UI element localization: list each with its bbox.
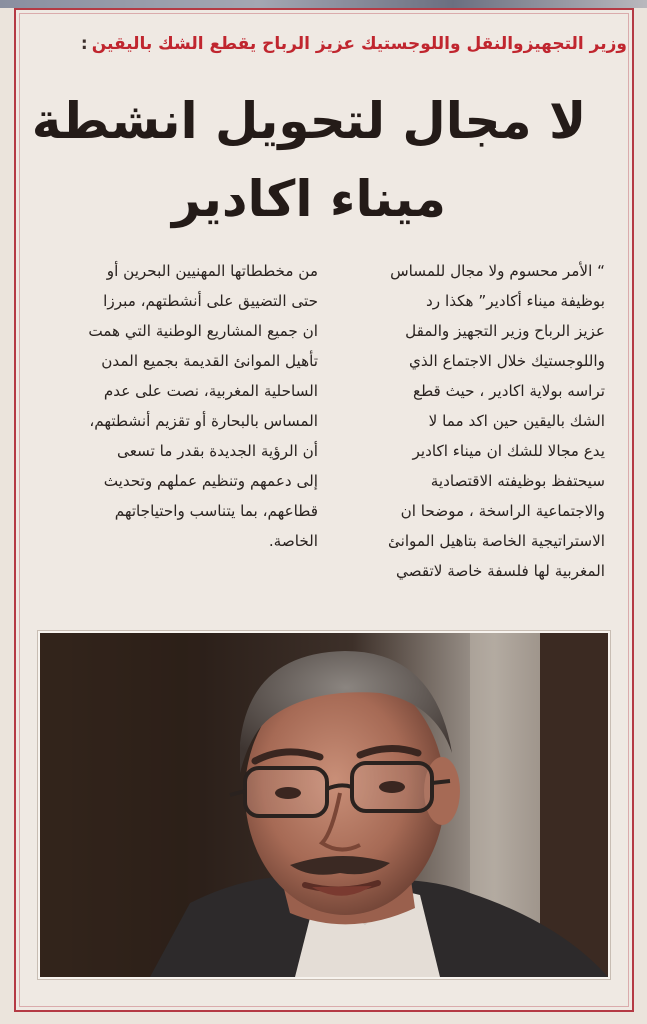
- portrait-photo: [40, 633, 608, 977]
- article-kicker: [67, 34, 627, 54]
- article-column-right: “ الأمر محسوم ولا مجال للمساس بوظيفة ميناء أكادير” هكذا رد عزيز الرباح وزير التجهيز والمقل واللوجستيك خلال الاجتماع الذي تراسه بولاية اكادير ، حيث قطع الشك باليقين حين اكد مما لا يدع مجالا للشك ان ميناء اكادير سيحتفظ بوظيفته الاقتصادية والاجتماعية الراسخة ، موضحا ان الاستراتيجية الخاصة بتاهيل الموانئ المغربية لها فلسفة خاصة لاتقصي: [387, 262, 605, 580]
- article-column-left: من مخططاتها المهنيين البحرين أو حتى التضييق على أنشطتهم، مبرزا ان جميع المشاريع الوطنية التي همت تأهيل الموانئ القديمة بجميع المدن الساحلية المغربية، نصت على عدم المساس بالبحارة أو تقزيم أنشطتهم، أن الرؤية الجديدة بقدر ما تسعى إلى دعمهم وتنظيم عملهم وتحديث قطاعهم، بما يتناسب واحتياجاتهم الخاصة.: [88, 262, 318, 550]
- kicker-text: وزير التجهيزوالنقل واللوجستيك عزيز الرباح يقطع الشك باليقين: [91, 34, 627, 54]
- headline-line-1: لا مجال لتحويل انشطة: [31, 92, 587, 150]
- article-headline: [20, 82, 598, 238]
- top-strip: [0, 0, 647, 8]
- article-photo: [38, 631, 610, 979]
- kicker-colon: :: [80, 34, 88, 54]
- headline-line-2: ميناء اكادير: [171, 170, 447, 228]
